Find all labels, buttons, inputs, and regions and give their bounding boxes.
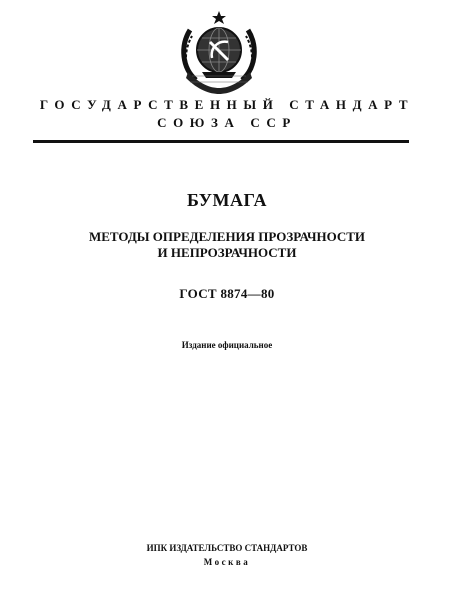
ussr-coat-of-arms-icon [174, 10, 264, 94]
standard-number: ГОСТ 8874—80 [179, 286, 275, 301]
header-state-standard: ГОСУДАРСТВЕННЫЙ СТАНДАРТ [39, 97, 415, 112]
header-divider [33, 140, 409, 143]
document-subtitle-line1: МЕТОДЫ ОПРЕДЕЛЕНИЯ ПРОЗРАЧНОСТИ [88, 229, 366, 244]
edition-note: Издание официальное [181, 340, 273, 350]
document-title: БУМАГА [187, 190, 267, 210]
publisher-city: Москва [203, 557, 251, 567]
header-union: СОЮЗА ССР [157, 115, 297, 130]
document-subtitle-line2: И НЕПРОЗРАЧНОСТИ [157, 245, 297, 260]
publisher-name: ИПК ИЗДАТЕЛЬСТВО СТАНДАРТОВ [146, 543, 308, 553]
